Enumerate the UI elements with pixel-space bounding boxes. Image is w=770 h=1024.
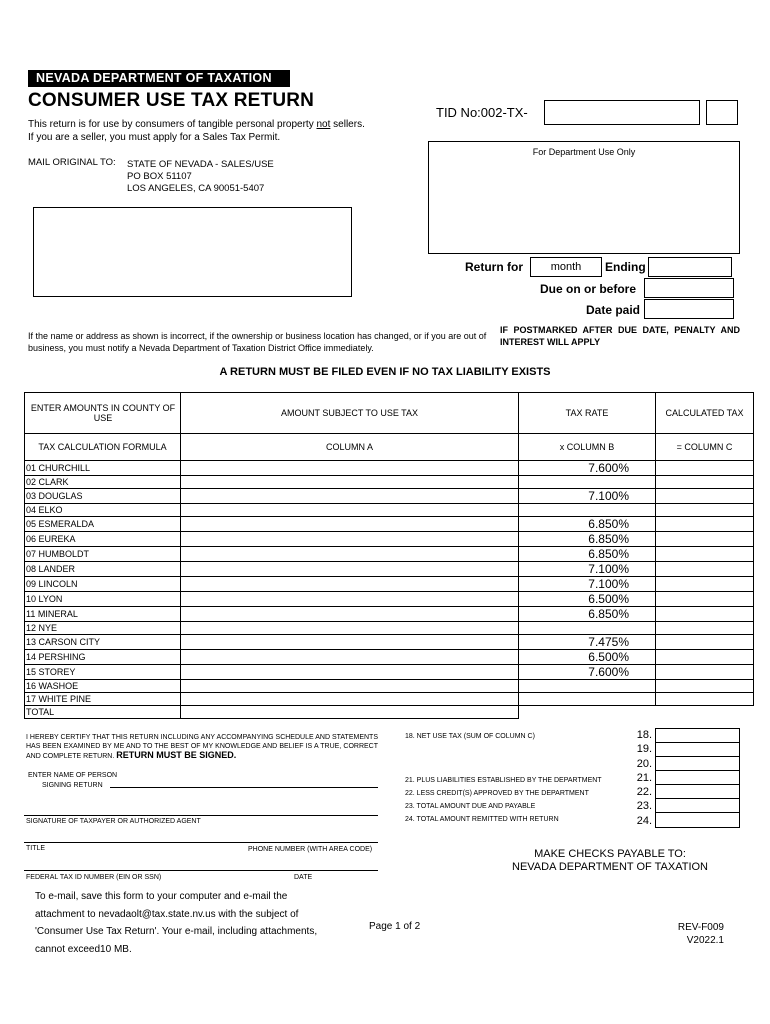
tid-suffix-input[interactable]: [706, 100, 738, 125]
county-name: 01 CHURCHILL: [25, 461, 181, 476]
formula-row: [25, 434, 754, 461]
county-name: 15 STOREY: [25, 665, 181, 680]
table-row: [25, 693, 754, 706]
county-rows: [25, 461, 754, 706]
line-23-num: 23.: [636, 800, 652, 812]
table-row: [25, 577, 754, 592]
amount-subject-input[interactable]: [181, 693, 519, 706]
certify-text: [26, 733, 378, 761]
line-23-input[interactable]: [655, 798, 740, 813]
line-18-num: 18.: [636, 729, 652, 741]
tax-rate: 7.600%: [519, 665, 656, 680]
email-line4: cannot exceed10 MB.: [35, 943, 132, 955]
tax-rate: 7.600%: [519, 461, 656, 476]
department-banner: NEVADA DEPARTMENT OF TAXATION: [28, 70, 290, 87]
signature-label: SIGNATURE OF TAXPAYER OR AUTHORIZED AGENT: [26, 818, 201, 825]
signer-name-label-2: SIGNING RETURN: [42, 782, 103, 789]
county-name: 08 LANDER: [25, 562, 181, 577]
form-number: REV-F009: [677, 922, 724, 933]
amount-subject-input[interactable]: [181, 607, 519, 622]
line-19-num: 19.: [636, 743, 652, 755]
amount-subject-input[interactable]: [181, 461, 519, 476]
county-name: 16 WASHOE: [25, 680, 181, 693]
table-row: [25, 680, 754, 693]
calculated-tax-input[interactable]: [656, 650, 754, 665]
ending-label: Ending: [605, 260, 646, 274]
phone-label: PHONE NUMBER (WITH AREA CODE): [248, 846, 373, 853]
total-blank-2: [656, 706, 754, 719]
county-name: 02 CLARK: [25, 476, 181, 489]
county-name: 12 NYE: [25, 622, 181, 635]
calculated-tax-input[interactable]: [656, 607, 754, 622]
calculated-tax-input[interactable]: [656, 693, 754, 706]
county-name: 09 LINCOLN: [25, 577, 181, 592]
county-name: 11 MINERAL: [25, 607, 181, 622]
line-23-label: 23. TOTAL AMOUNT DUE AND PAYABLE: [405, 803, 536, 810]
intro-pre: This return is for use by consumers of tangible personal property: [28, 119, 317, 130]
table-row: [25, 517, 754, 532]
table-row: [25, 476, 754, 489]
amount-subject-input[interactable]: [181, 665, 519, 680]
total-blank: [519, 706, 656, 719]
amount-subject-input[interactable]: [181, 622, 519, 635]
calculated-tax-input[interactable]: [656, 547, 754, 562]
intro-not: not: [316, 119, 331, 130]
calculated-tax-input[interactable]: [656, 622, 754, 635]
calculated-tax-input[interactable]: [656, 635, 754, 650]
form-title: CONSUMER USE TAX RETURN: [28, 90, 315, 111]
header-county: ENTER AMOUNTS IN COUNTY OF USE: [25, 393, 181, 434]
tax-rate: 6.850%: [519, 607, 656, 622]
line-18-input[interactable]: [655, 728, 740, 743]
formula-col-b: x COLUMN B: [519, 434, 656, 461]
tax-rate: [519, 693, 656, 706]
email-instructions: [35, 888, 317, 958]
calculated-tax-input[interactable]: [656, 577, 754, 592]
county-name: 06 EUREKA: [25, 532, 181, 547]
fein-label: FEDERAL TAX ID NUMBER (EIN OR SSN): [26, 874, 162, 881]
formula-label: TAX CALCULATION FORMULA: [25, 434, 181, 461]
table-row: [25, 547, 754, 562]
signer-name-label: [28, 771, 117, 791]
tax-rate: 7.100%: [519, 577, 656, 592]
page-number: Page 1 of 2: [369, 921, 421, 932]
department-use-label: For Department Use Only: [532, 147, 636, 157]
county-name: 04 ELKO: [25, 504, 181, 517]
line-24-num: 24.: [636, 815, 652, 827]
calculated-tax-input[interactable]: [656, 489, 754, 504]
amount-subject-input[interactable]: [181, 489, 519, 504]
county-name: 03 DOUGLAS: [25, 489, 181, 504]
mail-line1: STATE OF NEVADA - SALES/USE: [127, 159, 274, 170]
total-label: TOTAL: [25, 706, 181, 719]
table-row: [25, 461, 754, 476]
tax-rate: 6.500%: [519, 592, 656, 607]
tid-label: TID No:002-TX-: [436, 105, 528, 120]
month-field[interactable]: month: [530, 257, 602, 277]
county-name: 17 WHITE PINE: [25, 693, 181, 706]
table-row: [25, 562, 754, 577]
form-id: [640, 921, 724, 947]
tax-rate: 7.475%: [519, 635, 656, 650]
checks-line1: MAKE CHECKS PAYABLE TO:: [534, 848, 686, 860]
calculated-tax-input[interactable]: [656, 680, 754, 693]
checks-line2: NEVADA DEPARTMENT OF TAXATION: [512, 861, 708, 873]
calculated-tax-input[interactable]: [656, 461, 754, 476]
fein-line[interactable]: [24, 870, 378, 871]
tax-rate: 6.850%: [519, 547, 656, 562]
checks-payable: [460, 848, 760, 874]
line-22-num: 22.: [636, 786, 652, 798]
intro-text: [28, 118, 428, 144]
email-line1: To e-mail, save this form to your computer and e-mail the: [35, 891, 288, 902]
table-header-row: [25, 393, 754, 434]
address-box[interactable]: [33, 207, 352, 297]
calculated-tax-input[interactable]: [656, 532, 754, 547]
amount-subject-input[interactable]: [181, 532, 519, 547]
date-paid-label: Date paid: [586, 303, 641, 317]
tax-rate: 7.100%: [519, 489, 656, 504]
address-change-notice: If the name or address as shown is incorrect, if the ownership or business location has changed, or if you are out of business, you must notify a Nevada Department of Taxation District Office immediately.: [28, 331, 487, 353]
calculated-tax-input[interactable]: [656, 517, 754, 532]
table-row: [25, 504, 754, 517]
tax-rate: 7.100%: [519, 562, 656, 577]
must-sign: RETURN MUST BE SIGNED.: [116, 750, 237, 760]
formula-col-a: COLUMN A: [181, 434, 519, 461]
table-row: [25, 665, 754, 680]
line-20-input[interactable]: [655, 756, 740, 771]
mail-line3: LOS ANGELES, CA 90051-5407: [127, 183, 265, 194]
email-line2: attachment to nevadaolt@tax.state.nv.us with the subject of: [35, 908, 299, 920]
signature-line[interactable]: [24, 815, 378, 816]
amount-subject-input[interactable]: [181, 562, 519, 577]
tax-rate: [519, 504, 656, 517]
amount-subject-input[interactable]: [181, 635, 519, 650]
total-amount-input[interactable]: [181, 706, 519, 719]
line-21-num: 21.: [636, 772, 652, 784]
calculated-tax-input[interactable]: [656, 562, 754, 577]
table-row: [25, 532, 754, 547]
title-line[interactable]: [24, 842, 378, 843]
intro-post: sellers.: [330, 119, 365, 130]
county-name: 10 LYON: [25, 592, 181, 607]
signer-name-label-1: ENTER NAME OF PERSON: [28, 772, 118, 779]
ending-field[interactable]: [648, 257, 732, 277]
intro-line2: If you are a seller, you must apply for a Sales Tax Permit.: [28, 132, 281, 143]
calculated-tax-input[interactable]: [656, 592, 754, 607]
tax-rate: 6.500%: [519, 650, 656, 665]
must-file-notice: A RETURN MUST BE FILED EVEN IF NO TAX LIABILITY EXISTS: [219, 366, 551, 378]
date-paid-field[interactable]: [644, 299, 734, 319]
table-row: [25, 607, 754, 622]
amount-subject-input[interactable]: [181, 592, 519, 607]
department-use-box: [428, 141, 740, 254]
tax-rate: 6.850%: [519, 517, 656, 532]
county-name: 05 ESMERALDA: [25, 517, 181, 532]
calculated-tax-input[interactable]: [656, 476, 754, 489]
formula-col-c: = COLUMN C: [656, 434, 754, 461]
line-21-label: 21. PLUS LIABILITIES ESTABLISHED BY THE DEPARTMENT: [405, 777, 602, 784]
table-row: [25, 650, 754, 665]
line-22-input[interactable]: [655, 784, 740, 799]
amount-subject-input[interactable]: [181, 504, 519, 517]
signer-name-line[interactable]: [110, 787, 378, 788]
date-label: DATE: [294, 874, 313, 881]
header-amount: AMOUNT SUBJECT TO USE TAX: [181, 393, 519, 434]
amount-subject-input[interactable]: [181, 680, 519, 693]
email-line3: 'Consumer Use Tax Return'. Your e-mail, including attachments,: [35, 926, 318, 937]
table-row: [25, 622, 754, 635]
tax-table: [24, 392, 754, 719]
line-21-input[interactable]: [655, 770, 740, 785]
table-row: [25, 592, 754, 607]
tid-input[interactable]: [544, 100, 700, 125]
table-row: [25, 635, 754, 650]
county-name: 13 CARSON CITY: [25, 635, 181, 650]
amount-subject-input[interactable]: [181, 547, 519, 562]
tax-rate: [519, 622, 656, 635]
calculated-tax-input[interactable]: [656, 504, 754, 517]
line-24-label: 24. TOTAL AMOUNT REMITTED WITH RETURN: [405, 816, 559, 823]
amount-subject-input[interactable]: [181, 476, 519, 489]
form-version: V2022.1: [686, 935, 724, 946]
title-label: TITLE: [26, 845, 46, 852]
amount-subject-input[interactable]: [181, 577, 519, 592]
header-rate: TAX RATE: [519, 393, 656, 434]
due-label: Due on or before: [540, 282, 637, 296]
county-name: 14 PERSHING: [25, 650, 181, 665]
line-24-input[interactable]: [655, 812, 740, 828]
calculated-tax-input[interactable]: [656, 665, 754, 680]
return-for-label: Return for: [465, 260, 523, 274]
tax-rate: [519, 476, 656, 489]
line-20-num: 20.: [636, 758, 652, 770]
total-row: [25, 706, 754, 719]
mail-label: MAIL ORIGINAL TO:: [28, 157, 116, 168]
tax-rate: 6.850%: [519, 532, 656, 547]
line-19-input[interactable]: [655, 742, 740, 757]
due-field[interactable]: [644, 278, 734, 298]
certify-statement: I HEREBY CERTIFY THAT THIS RETURN INCLUDING ANY ACCOMPANYING SCHEDULE AND STATEMENTS HAS BEEN EXAMINED BY ME AND TO THE BEST OF MY KNOWLEDGE AND BELIEF IS A TRUE, CORRECT AND COMPLETE RETURN.: [26, 734, 378, 760]
line-22-label: 22. LESS CREDIT(S) APPROVED BY THE DEPARTMENT: [405, 790, 589, 797]
mail-line2: PO BOX 51107: [127, 171, 192, 182]
penalty-notice: IF POSTMARKED AFTER DUE DATE, PENALTY AND INTEREST WILL APPLY: [500, 325, 740, 347]
table-row: [25, 489, 754, 504]
line-18-label: 18. NET USE TAX (SUM OF COLUMN C): [405, 733, 535, 740]
mail-address: [127, 159, 274, 195]
tax-rate: [519, 680, 656, 693]
amount-subject-input[interactable]: [181, 650, 519, 665]
county-name: 07 HUMBOLDT: [25, 547, 181, 562]
header-calculated: CALCULATED TAX: [656, 393, 754, 434]
amount-subject-input[interactable]: [181, 517, 519, 532]
